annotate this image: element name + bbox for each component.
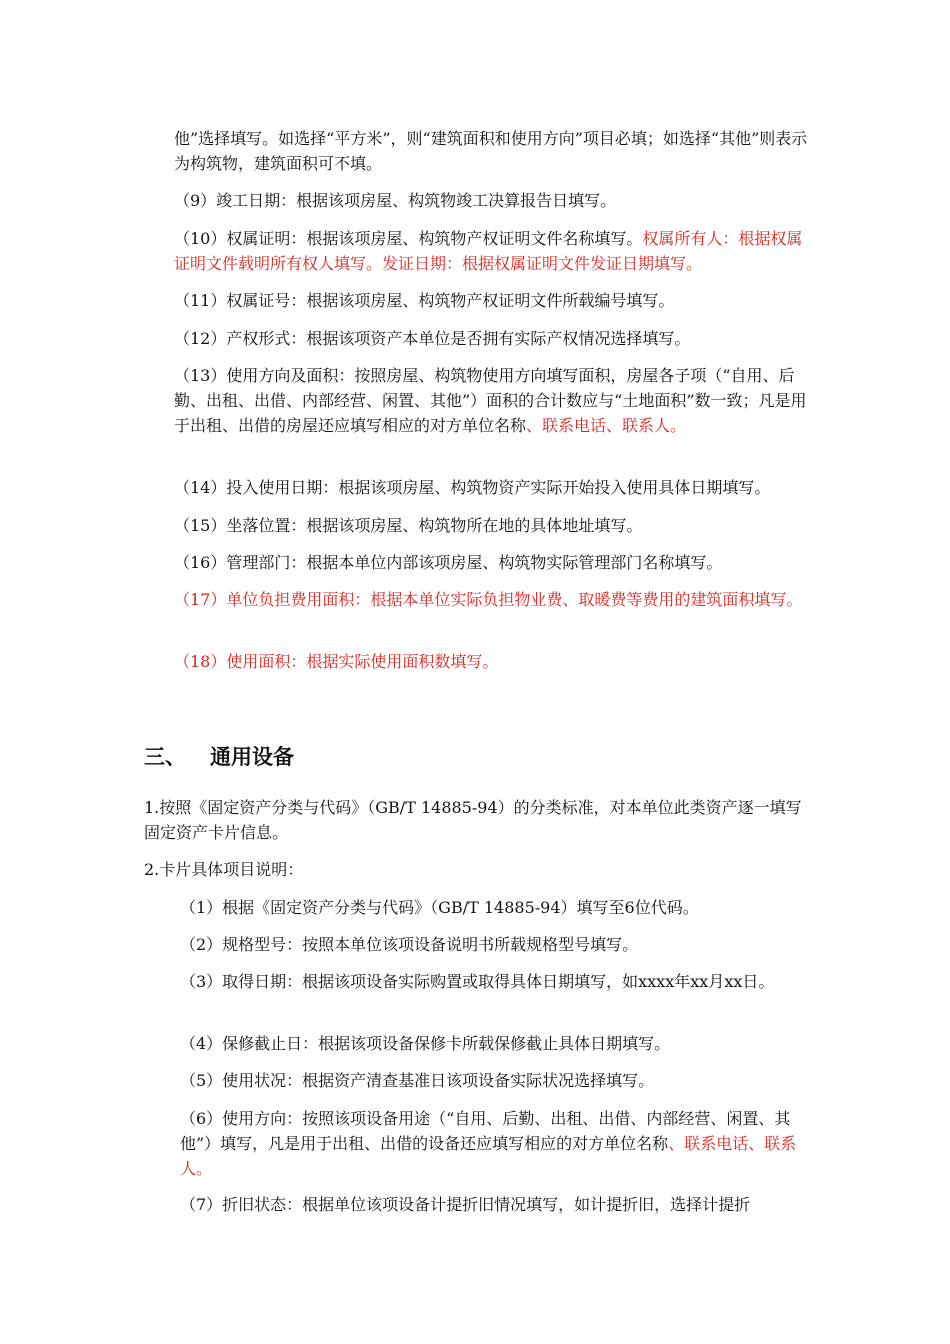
list-item-11: （11）权属证号：根据该项房屋、构筑物产权证明文件所载编号填写。 (174, 291, 675, 310)
list-item-10: （10）权属证明：根据该项房屋、构筑物产权证明文件名称填写。权属所有人：根据权属证明文件载明所有权人填写。发证日期：根据权属证明文件发证日期填写。 (174, 229, 803, 273)
equipment-item-3: （3）取得日期：根据该项设备实际购置或取得具体日期填写，如xxxx年xx月xx日。 (180, 972, 775, 991)
list-item-12: （12）产权形式：根据该项资产本单位是否拥有实际产权情况选择填写。 (174, 329, 691, 348)
list-item-15: （15）坐落位置：根据该项房屋、构筑物所在地的具体地址填写。 (174, 516, 643, 535)
list-item-18: （18）使用面积：根据实际使用面积数填写。 (174, 652, 499, 671)
equipment-item-1: （1）根据《固定资产分类与代码》（GB/T 14885-94）填写至6位代码。 (180, 898, 699, 917)
list-item-9: （9）竣工日期：根据该项房屋、构筑物竣工决算报告日填写。 (174, 191, 617, 210)
highlighted-text: 权属所有人：根据权属证明文件载明所有权人填写。发证日期：根据权属证明文件发证日期填写。 (174, 229, 803, 273)
list-item-14: （14）投入使用日期：根据该项房屋、构筑物资产实际开始投入使用具体日期填写。 (174, 478, 771, 497)
equipment-item-4: （4）保修截止日：根据该项设备保修卡所载保修截止具体日期填写。 (180, 1034, 671, 1053)
paragraph-2: 2.卡片具体项目说明： (144, 860, 304, 879)
paragraph-continuation: 他”选择填写。如选择“平方米”，则“建筑面积和使用方向”项目必填；如选择“其他”则表示为构筑物，建筑面积可不填。 (174, 129, 808, 173)
equipment-item-6: （6）使用方向：按照该项设备用途（“自用、后勤、出租、出借、内部经营、闲置、其他”）填写，凡是用于出租、出借的设备还应填写相应的对方单位名称、联系电话、联系人。 (180, 1109, 797, 1178)
highlighted-text: 、联系电话、联系人。 (526, 416, 687, 435)
section-heading (144, 742, 294, 772)
equipment-item-2: （2）规格型号：按照本单位该项设备说明书所载规格型号填写。 (180, 935, 639, 954)
list-item-13: （13）使用方向及面积：按照房屋、构筑物使用方向填写面积，房屋各子项（“自用、后勤、出租、出借、内部经营、闲置、其他”）面积的合计数应与“土地面积”数一致；凡是用于出租、出借的房屋还应填写相应的对方单位名称、联系电话、联系人。 (174, 366, 807, 435)
section-number: 三、 (144, 745, 186, 769)
section-title: 通用设备 (210, 745, 294, 769)
list-item-17: （17）单位负担费用面积：根据本单位实际负担物业费、取暖费等费用的建筑面积填写。 (174, 590, 803, 609)
paragraph-1: 1.按照《固定资产分类与代码》（GB/T 14885-94）的分类标准，对本单位此类资产逐一填写固定资产卡片信息。 (144, 798, 802, 842)
equipment-item-5: （5）使用状况：根据资产清查基准日该项设备实际状况选择填写。 (180, 1071, 655, 1090)
list-item-16: （16）管理部门：根据本单位内部该项房屋、构筑物实际管理部门名称填写。 (174, 553, 723, 572)
equipment-item-7: （7）折旧状态：根据单位该项设备计提折旧情况填写，如计提折旧，选择计提折 (180, 1195, 751, 1214)
highlighted-text: 、联系电话、联系人。 (180, 1134, 797, 1178)
